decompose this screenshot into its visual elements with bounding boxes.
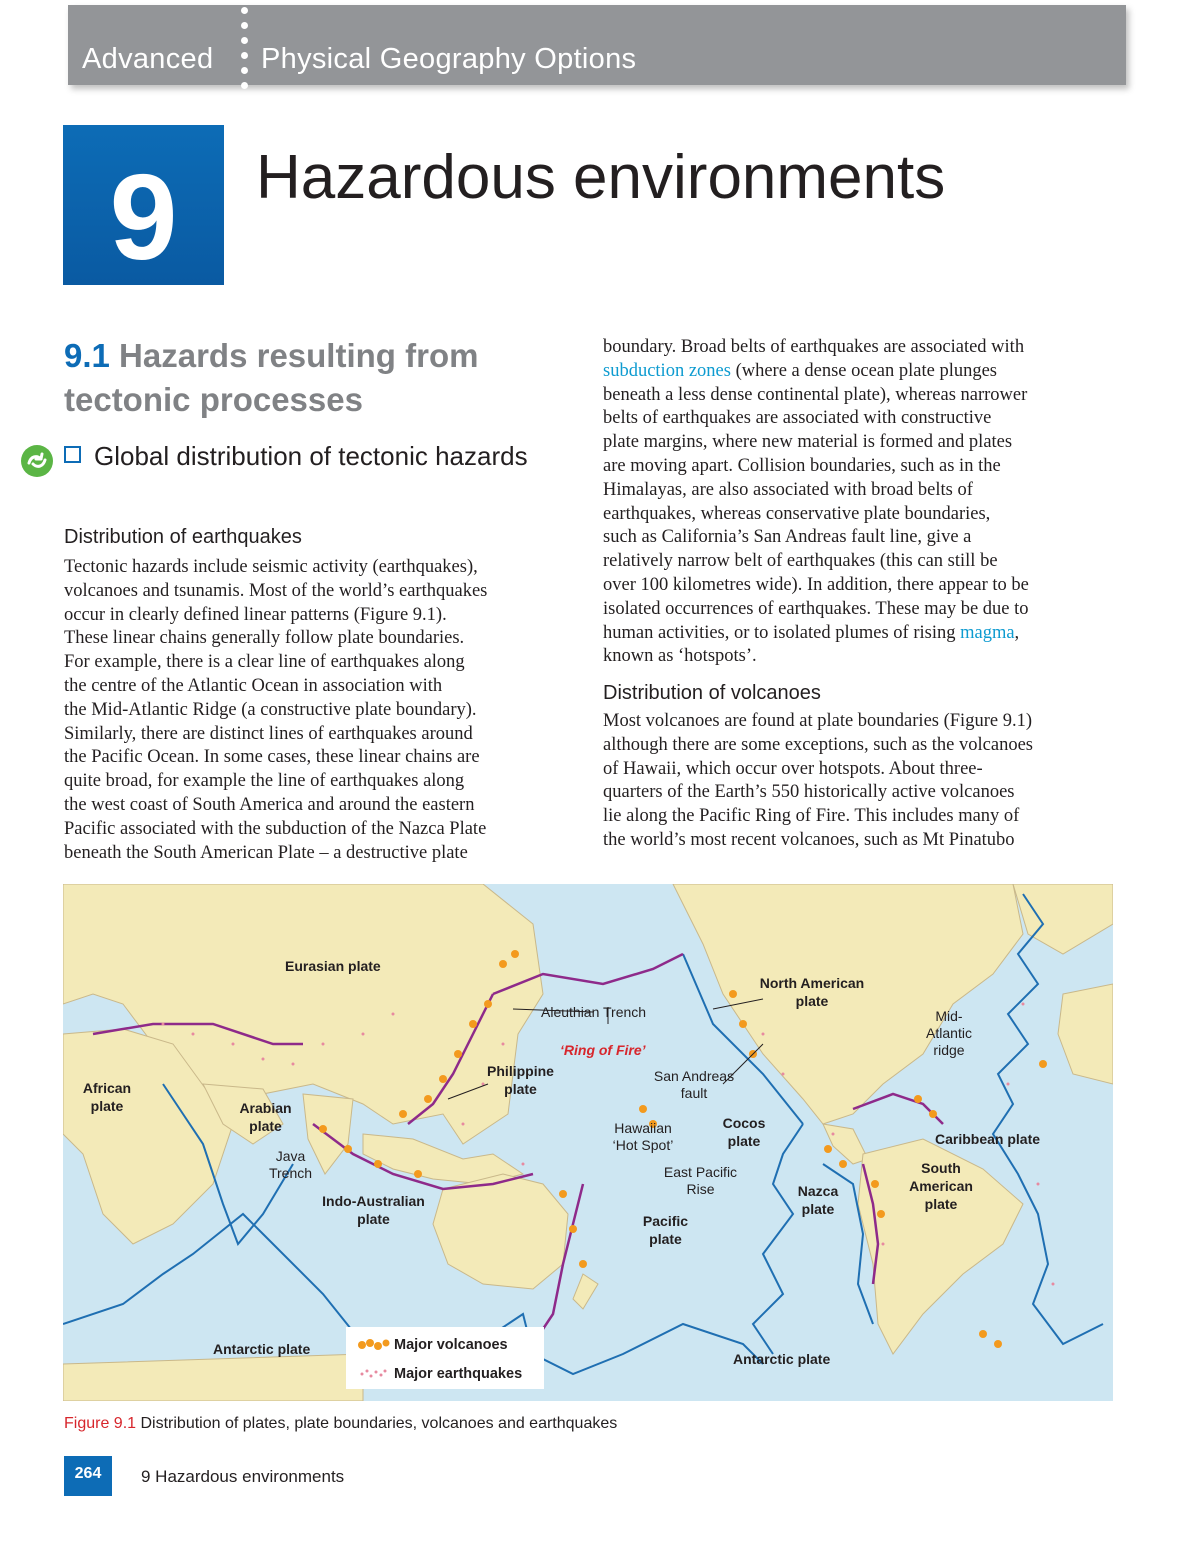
running-footer: 9 Hazardous environments <box>141 1467 345 1486</box>
chapter-number: 9 <box>109 149 178 285</box>
label-philippine-plate: Philippine plate <box>487 1063 554 1097</box>
section-title <box>64 334 564 422</box>
glossary-link-magma[interactable]: magma <box>960 622 1015 643</box>
text-line: the west coast of South America and around the eastern <box>64 794 475 815</box>
label-antarctic-plate-right: Antarctic plate <box>733 1351 831 1367</box>
text-line: lie along the Pacific Ring of Fire. This includes many of <box>603 806 1020 827</box>
text-line: relatively narrow belt of earthquakes (this can still be <box>603 551 998 572</box>
label-pacific-plate: Pacific plate <box>642 1213 689 1247</box>
refresh-icon <box>20 444 54 478</box>
text-line: the Mid-Atlantic Ridge (a constructive plate boundary). <box>64 699 477 720</box>
volcanoes-heading: Distribution of volcanoes <box>603 682 821 704</box>
left-column-body <box>64 556 574 865</box>
label-ring-of-fire: ‘Ring of Fire’ <box>560 1042 646 1058</box>
chapter-number-box <box>63 125 224 285</box>
text-line: such as California’s San Andreas fault line, give a <box>603 527 972 548</box>
label-cocos-plate: Cocos plate <box>722 1115 766 1149</box>
text-line: Similarly, there are distinct lines of earthquakes around <box>64 723 473 744</box>
text-line: known as ‘hotspots’. <box>603 646 757 667</box>
volcano-legend-icon <box>356 1337 390 1353</box>
text-line: occur in clearly defined linear patterns (Figure 9.1). <box>64 604 447 625</box>
text-line: Tectonic hazards include seismic activity (earthquakes), <box>64 557 478 577</box>
section-title-text: Hazards resulting from tectonic processes <box>64 337 479 418</box>
label-east-pacific-rise: East Pacific Rise <box>663 1164 738 1197</box>
text-line: the centre of the Atlantic Ocean in association with <box>64 675 443 696</box>
east-pacific-rise <box>753 1124 803 1354</box>
figure-caption-text: Distribution of plates, plate boundaries, volcanoes and earthquakes <box>136 1415 618 1432</box>
text-line: belts of earthquakes are associated with constructive <box>603 408 992 429</box>
text-line: the Pacific Ocean. In some cases, these linear chains are <box>64 747 480 768</box>
label-antarctic-plate-left: Antarctic plate <box>213 1341 311 1357</box>
text-line: boundary. Broad belts of earthquakes are associated with <box>603 337 1025 357</box>
text-line: over 100 kilometres wide). In addition, there appear to be <box>603 574 1029 595</box>
text-line: although there are some exceptions, such as the volcanoes <box>603 734 1033 755</box>
header-right-text: Physical Geography Options <box>261 43 637 75</box>
label-nazca-plate: Nazca plate <box>797 1183 839 1217</box>
earthquakes-heading: Distribution of earthquakes <box>64 526 302 548</box>
text-line: human activities, or to isolated plumes of rising magma, <box>603 622 1020 643</box>
text-line: are moving apart. Collision boundaries, such as in the <box>603 455 1001 476</box>
label-caribbean-plate: Caribbean plate <box>935 1131 1041 1147</box>
section-number: 9.1 <box>64 337 110 374</box>
chapter-title: Hazardous environments <box>256 143 946 212</box>
label-eurasian-plate: Eurasian plate <box>285 958 381 974</box>
label-south-american-plate: South American plate <box>909 1160 973 1212</box>
running-header <box>68 5 1126 85</box>
new-zealand <box>573 1274 598 1309</box>
text-line: beneath a less dense continental plate), whereas narrower <box>603 384 1028 405</box>
label-mid-atlantic-ridge: Mid-Atlantic ridge <box>926 1008 972 1058</box>
text-line: volcanoes and tsunamis. Most of the world’s earthquakes <box>64 580 488 601</box>
label-african-plate: African plate <box>82 1080 132 1114</box>
text-line: These linear chains generally follow plate boundaries. <box>64 628 465 649</box>
earthquake-legend-icon <box>356 1366 390 1382</box>
text-line: of Hawaii, which occur over hotspots. About three- <box>603 758 983 779</box>
text-line: isolated occurrences of earthquakes. These may be due to <box>603 598 1029 619</box>
text-line: the world’s most recent volcanoes, such as Mt Pinatubo <box>603 829 1015 850</box>
glossary-link-subduction-zones[interactable]: subduction zones <box>603 360 731 381</box>
subheading <box>64 440 534 472</box>
label-java-trench: Java Trench <box>268 1148 313 1181</box>
text-line: quite broad, for example the line of earthquakes along <box>64 771 465 792</box>
label-indo-australian-plate: Indo-Australian plate <box>322 1193 425 1227</box>
text-line: beneath the South American Plate – a destructive plate <box>64 842 468 863</box>
mid-atlantic-ridge <box>993 894 1103 1344</box>
text-line: Himalayas, are also associated with broad belts of <box>603 479 973 500</box>
header-left-text: Advanced <box>82 43 214 75</box>
text-line: subduction zones (where a dense ocean plate plunges <box>603 360 998 381</box>
text-line: Most volcanoes are found at plate boundaries (Figure 9.1) <box>603 711 1032 731</box>
figure-label: Figure 9.1 <box>64 1415 137 1432</box>
text-line: For example, there is a clear line of earthquakes along <box>64 652 465 673</box>
plate-map-figure <box>63 884 1113 1401</box>
label-north-american-plate: North American plate <box>759 975 865 1009</box>
text-line: plate margins, where new material is formed and plates <box>603 432 1013 453</box>
label-arabian-plate: Arabian plate <box>239 1100 292 1134</box>
text-line: earthquakes, whereas conservative plate boundaries, <box>603 503 991 524</box>
volcanoes-body <box>603 710 1133 853</box>
page-number: 264 <box>64 1456 112 1496</box>
map-legend: Major volcanoes Major earthquakes <box>346 1327 544 1389</box>
figure-caption <box>64 1415 617 1433</box>
label-san-andreas-fault: San Andreas fault <box>653 1068 735 1101</box>
australia-landmass <box>433 1174 568 1289</box>
central-america <box>823 1124 868 1164</box>
text-line: Pacific associated with the subduction of the Nazca Plate <box>64 818 487 839</box>
antarctica-left <box>63 1354 363 1401</box>
subheading-text: Global distribution of tectonic hazards <box>94 441 528 471</box>
label-hawaiian-hot-spot: Hawaiian ‘Hot Spot’ <box>612 1120 674 1153</box>
label-aleutian-trench: Aleuthian Trench <box>541 1004 647 1020</box>
europe-right-landmass <box>1058 984 1113 1084</box>
header-separator <box>240 7 250 85</box>
right-column-body <box>603 336 1133 669</box>
text-line: quarters of the Earth’s 550 historically active volcanoes <box>603 782 1015 803</box>
